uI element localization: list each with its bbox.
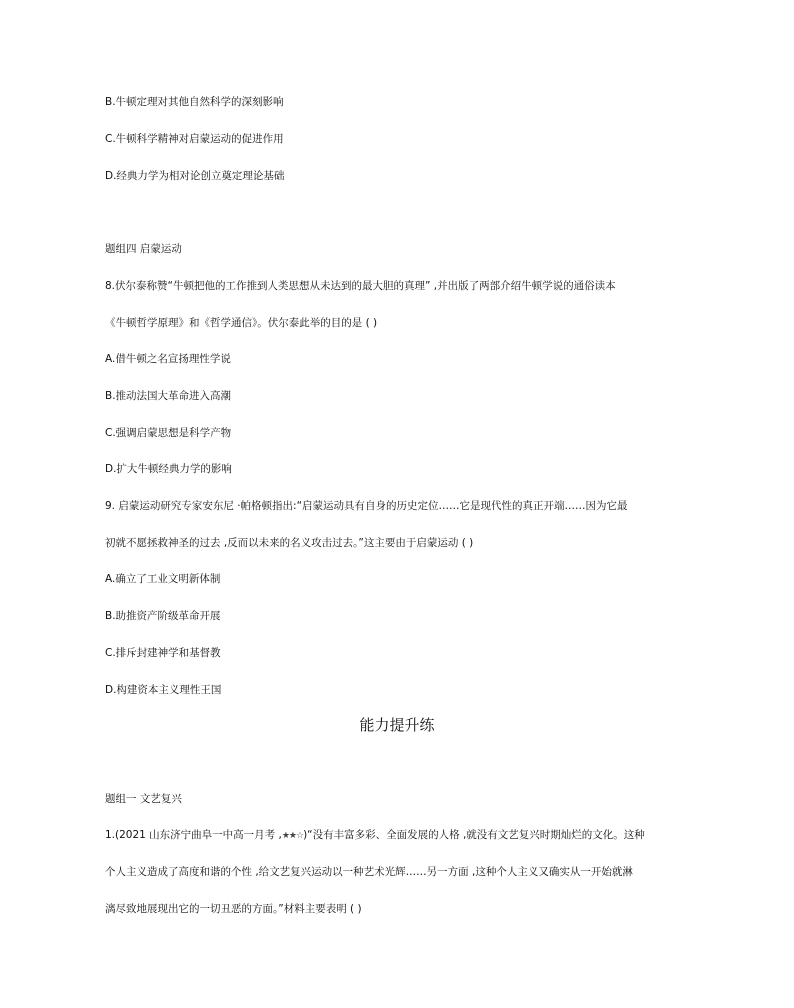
group4-heading: 题组四 启蒙运动 bbox=[105, 243, 182, 255]
section-title: 能力提升练 bbox=[359, 716, 435, 734]
q9-option-c: C.排斥封建神学和基督教 bbox=[105, 647, 221, 659]
q9-option-b: B.助推资产阶级革命开展 bbox=[105, 610, 221, 622]
q1-line2: 个人主义造成了高度和谐的个性 ,给文艺复兴运动以一种艺术光辉……另一方面 ,这种个人主义又确实从一开始就淋 bbox=[105, 866, 633, 878]
group1-heading: 题组一 文艺复兴 bbox=[105, 793, 182, 805]
q8-option-a: A.借牛顿之名宣扬理性学说 bbox=[105, 353, 231, 365]
q7-option-c: C.牛顿科学精神对启蒙运动的促进作用 bbox=[105, 133, 284, 145]
q1-line1 bbox=[105, 828, 645, 843]
q8-line1: 8.伏尔泰称赞“牛顿把他的工作推到人类思想从未达到的最大胆的真理” ,并出版了两部介绍牛顿学说的通俗读本 bbox=[105, 280, 616, 292]
q8-option-b: B.推动法国大革命进入高潮 bbox=[105, 390, 232, 402]
q9-option-a: A.确立了工业文明新体制 bbox=[105, 573, 221, 585]
q8-option-d: D.扩大牛顿经典力学的影响 bbox=[105, 463, 232, 475]
q9-option-d: D.构建资本主义理性王国 bbox=[105, 684, 222, 696]
q9-line2: 初就不愿拯救神圣的过去 ,反而以未来的名义攻击过去。”这主要由于启蒙运动 ( ) bbox=[105, 537, 474, 549]
q7-option-b: B.牛顿定理对其他自然科学的深刻影响 bbox=[105, 96, 284, 108]
q1-source-prefix: 1.(2021 山东济宁曲阜一中高一月考 , bbox=[105, 829, 282, 841]
difficulty-stars-icon: ★★☆ bbox=[281, 831, 304, 841]
q1-line3: 漓尽致地展现出它的一切丑恶的方面。”材料主要表明 ( ) bbox=[105, 903, 362, 915]
q8-line2: 《牛顿哲学原理》和《哲学通信》。伏尔泰此举的目的是 ( ) bbox=[105, 317, 378, 329]
q7-option-d: D.经典力学为相对论创立奠定理论基础 bbox=[105, 170, 285, 182]
q1-line1-text: )“没有丰富多彩、全面发展的人格 ,就没有文艺复兴时期灿烂的文化。这种 bbox=[303, 829, 645, 841]
q8-option-c: C.强调启蒙思想是科学产物 bbox=[105, 427, 232, 439]
q9-line1: 9. 启蒙运动研究专家安东尼 ·帕格顿指出:“启蒙运动具有自身的历史定位……它是现代性的真正开端……因为它最 bbox=[105, 500, 628, 512]
